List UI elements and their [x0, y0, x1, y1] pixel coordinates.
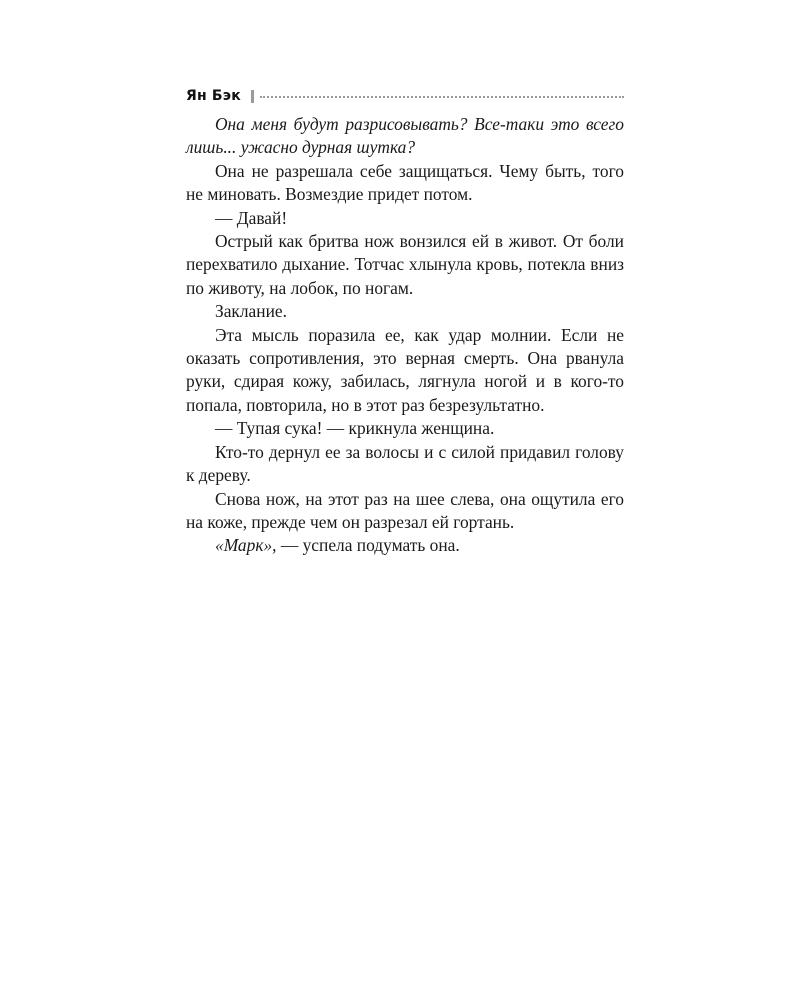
author-name: Ян Бэк	[186, 88, 241, 104]
paragraph-last	[186, 534, 624, 557]
body-text	[186, 113, 624, 558]
dialogue-line: — Давай!	[215, 207, 288, 228]
paragraph: Она не разрешала себе защищаться. Чему быть, того не миновать. Возмездие придет потом.	[186, 160, 624, 205]
paragraph: Эта мысль поразила ее, как удар молнии. Если не оказать сопротивления, это верная смерть. Она рванула руки, сдирая кожу, забилась, лягнула ногой и в кого-то попала, повторила, но в этот раз безрезультатно.	[186, 324, 624, 415]
header-bar-mark	[251, 90, 254, 103]
book-page	[186, 84, 624, 558]
running-header	[186, 84, 624, 108]
header-dotted-rule	[260, 96, 624, 98]
paragraph-italic-thought: Она меня будут разрисовывать? Все-таки это всего лишь... ужасно дурная шутка?	[186, 114, 624, 158]
paragraph-last-rest: , — успела подумать она.	[272, 535, 460, 556]
paragraph: Снова нож, на этот раз на шее слева, она ощутила его на коже, прежде чем он разрезал ей гортань.	[186, 488, 624, 532]
paragraph: Заклание.	[215, 301, 287, 322]
dialogue-line: — Тупая сука! — крикнула женщина.	[215, 418, 495, 439]
quoted-name: «Марк»	[215, 535, 273, 556]
paragraph: Острый как бритва нож вонзился ей в живот. От боли перехватило дыхание. Тотчас хлынула кровь, потекла вниз по животу, на лобок, по ногам.	[186, 231, 624, 298]
paragraph: Кто-то дернул ее за волосы и с силой придавил голову к дереву.	[186, 441, 624, 486]
